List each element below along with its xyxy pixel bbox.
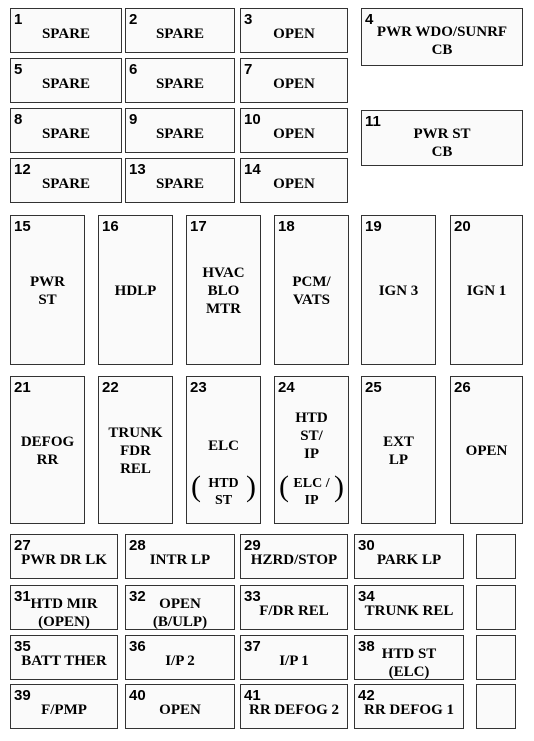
fuse-sub-text: HTD ST xyxy=(208,476,239,508)
fuse-label: OPEN xyxy=(273,75,315,92)
fuse-label: OPEN xyxy=(465,443,508,459)
fuse-number: 23 xyxy=(190,379,207,396)
fuse-number: 22 xyxy=(102,379,119,396)
fuse-cell-24 xyxy=(274,376,349,524)
fuse-number: 18 xyxy=(278,218,295,235)
fuse-number: 9 xyxy=(129,111,138,128)
fuse-label: PWR ST CB xyxy=(413,126,471,160)
fuse-number: 41 xyxy=(244,687,261,704)
right-paren: ) xyxy=(246,470,256,503)
fuse-number: 33 xyxy=(244,588,261,605)
fuse-cell-27 xyxy=(10,534,118,579)
fuse-label: OPEN xyxy=(273,125,315,142)
fuse-label: F/DR REL xyxy=(259,602,329,619)
fuse-number: 40 xyxy=(129,687,146,704)
fuse-number: 32 xyxy=(129,588,146,605)
fuse-label: OPEN (B/ULP) xyxy=(152,595,208,630)
fuse-cell-14 xyxy=(240,158,348,203)
fuse-label: PWR ST xyxy=(30,274,65,308)
fuse-number: 29 xyxy=(244,537,261,554)
fuse-cell-42 xyxy=(354,684,464,729)
fuse-cell-37 xyxy=(240,635,348,680)
fuse-number: 13 xyxy=(129,161,146,178)
fuse-number: 26 xyxy=(454,379,471,396)
fuse-number: 27 xyxy=(14,537,31,554)
fuse-cell-40 xyxy=(125,684,235,729)
fuse-label: OPEN xyxy=(273,175,315,192)
fuse-label: SPARE xyxy=(155,125,205,142)
fuse-cell-28 xyxy=(125,534,235,579)
fuse-number: 28 xyxy=(129,537,146,554)
fuse-cell-12 xyxy=(10,158,122,203)
fuse-label: SPARE xyxy=(41,125,91,142)
fuse-cell-41 xyxy=(240,684,348,729)
fuse-cell-22 xyxy=(98,376,173,524)
fuse-number: 16 xyxy=(102,218,119,235)
fuse-label: HTD ST/ IP xyxy=(295,410,328,462)
fuse-number: 7 xyxy=(244,61,253,78)
empty-slot xyxy=(476,635,516,680)
fuse-cell-18 xyxy=(274,215,349,365)
fuse-number: 14 xyxy=(244,161,261,178)
fuse-number: 39 xyxy=(14,687,31,704)
fuse-label: ELC xyxy=(208,438,239,454)
fuse-number: 2 xyxy=(129,11,138,28)
fuse-number: 8 xyxy=(14,111,23,128)
fuse-cell-3 xyxy=(240,8,348,53)
fuse-cell-29 xyxy=(240,534,348,579)
fuse-number: 38 xyxy=(358,638,375,655)
fuse-cell-34 xyxy=(354,585,464,630)
fuse-cell-6 xyxy=(125,58,235,103)
fuse-label: RR DEFOG 2 xyxy=(249,701,339,718)
fuse-sub-text: ELC / IP xyxy=(293,476,330,508)
fuse-label: IGN 3 xyxy=(378,283,419,299)
fuse-label: EXT LP xyxy=(383,434,414,468)
fuse-sub-label xyxy=(275,470,348,509)
fuse-cell-5 xyxy=(10,58,122,103)
fuse-cell-26 xyxy=(450,376,523,524)
fuse-label: IGN 1 xyxy=(466,283,507,299)
fuse-number: 1 xyxy=(14,11,23,28)
fuse-cell-36 xyxy=(125,635,235,680)
fuse-number: 42 xyxy=(358,687,375,704)
fuse-number: 21 xyxy=(14,379,31,396)
fuse-label: I/P 1 xyxy=(279,652,309,669)
fuse-label: I/P 2 xyxy=(165,652,195,669)
fuse-label: PARK LP xyxy=(376,551,442,568)
fuse-number: 20 xyxy=(454,218,471,235)
fuse-number: 6 xyxy=(129,61,138,78)
fuse-number: 35 xyxy=(14,638,31,655)
fuse-label: BATT THER xyxy=(21,652,107,669)
fuse-cell-1 xyxy=(10,8,122,53)
fuse-cell-39 xyxy=(10,684,118,729)
fuse-label: SPARE xyxy=(41,25,91,42)
fuse-number: 5 xyxy=(14,61,23,78)
fuse-label: SPARE xyxy=(41,75,91,92)
fuse-cell-13 xyxy=(125,158,235,203)
fuse-number: 3 xyxy=(244,11,253,28)
fuse-cell-2 xyxy=(125,8,235,53)
fuse-label: SPARE xyxy=(41,175,91,192)
fuse-label: INTR LP xyxy=(149,551,211,568)
left-paren: ( xyxy=(279,470,289,503)
fuse-label: SPARE xyxy=(155,25,205,42)
fuse-number: 36 xyxy=(129,638,146,655)
fuse-label: TRUNK FDR REL xyxy=(108,425,163,477)
fuse-cell-23 xyxy=(186,376,261,524)
fuse-number: 34 xyxy=(358,588,375,605)
fuse-cell-32 xyxy=(125,585,235,630)
fuse-number: 19 xyxy=(365,218,382,235)
fuse-label: DEFOG RR xyxy=(20,434,75,468)
fuse-cell-38 xyxy=(354,635,464,680)
fuse-sub-label xyxy=(187,470,260,509)
fuse-cell-31 xyxy=(10,585,118,630)
fuse-label: RR DEFOG 1 xyxy=(364,701,454,718)
fuse-cell-8 xyxy=(10,108,122,153)
fuse-number: 30 xyxy=(358,537,375,554)
fuse-number: 24 xyxy=(278,379,295,396)
fuse-label: HVAC BLO MTR xyxy=(202,265,245,317)
fuse-label: PCM/ VATS xyxy=(292,274,331,308)
fuse-label: HTD ST (ELC) xyxy=(381,645,437,680)
fuse-label: PWR WDO/SUNRF CB xyxy=(376,24,508,58)
fuse-label: SPARE xyxy=(155,75,205,92)
fuse-label: HZRD/STOP xyxy=(250,551,338,568)
fuse-cell-16 xyxy=(98,215,173,365)
empty-slot xyxy=(476,534,516,579)
fuse-cell-21 xyxy=(10,376,85,524)
fuse-cell-25 xyxy=(361,376,436,524)
fuse-label: TRUNK REL xyxy=(364,602,454,619)
fuse-number: 25 xyxy=(365,379,382,396)
right-paren: ) xyxy=(334,470,344,503)
fuse-cell-35 xyxy=(10,635,118,680)
fuse-cell-4 xyxy=(361,8,523,66)
fuse-number: 37 xyxy=(244,638,261,655)
empty-slot xyxy=(476,684,516,729)
fuse-number: 31 xyxy=(14,588,31,605)
fuse-label: HTD MIR (OPEN) xyxy=(30,595,98,630)
fuse-cell-17 xyxy=(186,215,261,365)
fuse-label: HDLP xyxy=(114,283,157,299)
fuse-label: F/PMP xyxy=(41,701,87,718)
fuse-label: OPEN xyxy=(273,25,315,42)
fuse-cell-10 xyxy=(240,108,348,153)
fuse-cell-19 xyxy=(361,215,436,365)
fuse-cell-20 xyxy=(450,215,523,365)
fuse-number: 4 xyxy=(365,11,374,28)
fuse-cell-33 xyxy=(240,585,348,630)
left-paren: ( xyxy=(191,470,201,503)
fuse-cell-15 xyxy=(10,215,85,365)
fuse-cell-9 xyxy=(125,108,235,153)
fuse-number: 15 xyxy=(14,218,31,235)
fuse-label: PWR DR LK xyxy=(21,551,107,568)
empty-slot xyxy=(476,585,516,630)
fuse-number: 10 xyxy=(244,111,261,128)
fuse-cell-7 xyxy=(240,58,348,103)
fuse-number: 12 xyxy=(14,161,31,178)
fuse-cell-30 xyxy=(354,534,464,579)
fuse-cell-11 xyxy=(361,110,523,166)
fuse-label: OPEN xyxy=(159,701,201,718)
fuse-label: SPARE xyxy=(155,175,205,192)
fuse-number: 17 xyxy=(190,218,207,235)
fuse-number: 11 xyxy=(365,113,381,130)
